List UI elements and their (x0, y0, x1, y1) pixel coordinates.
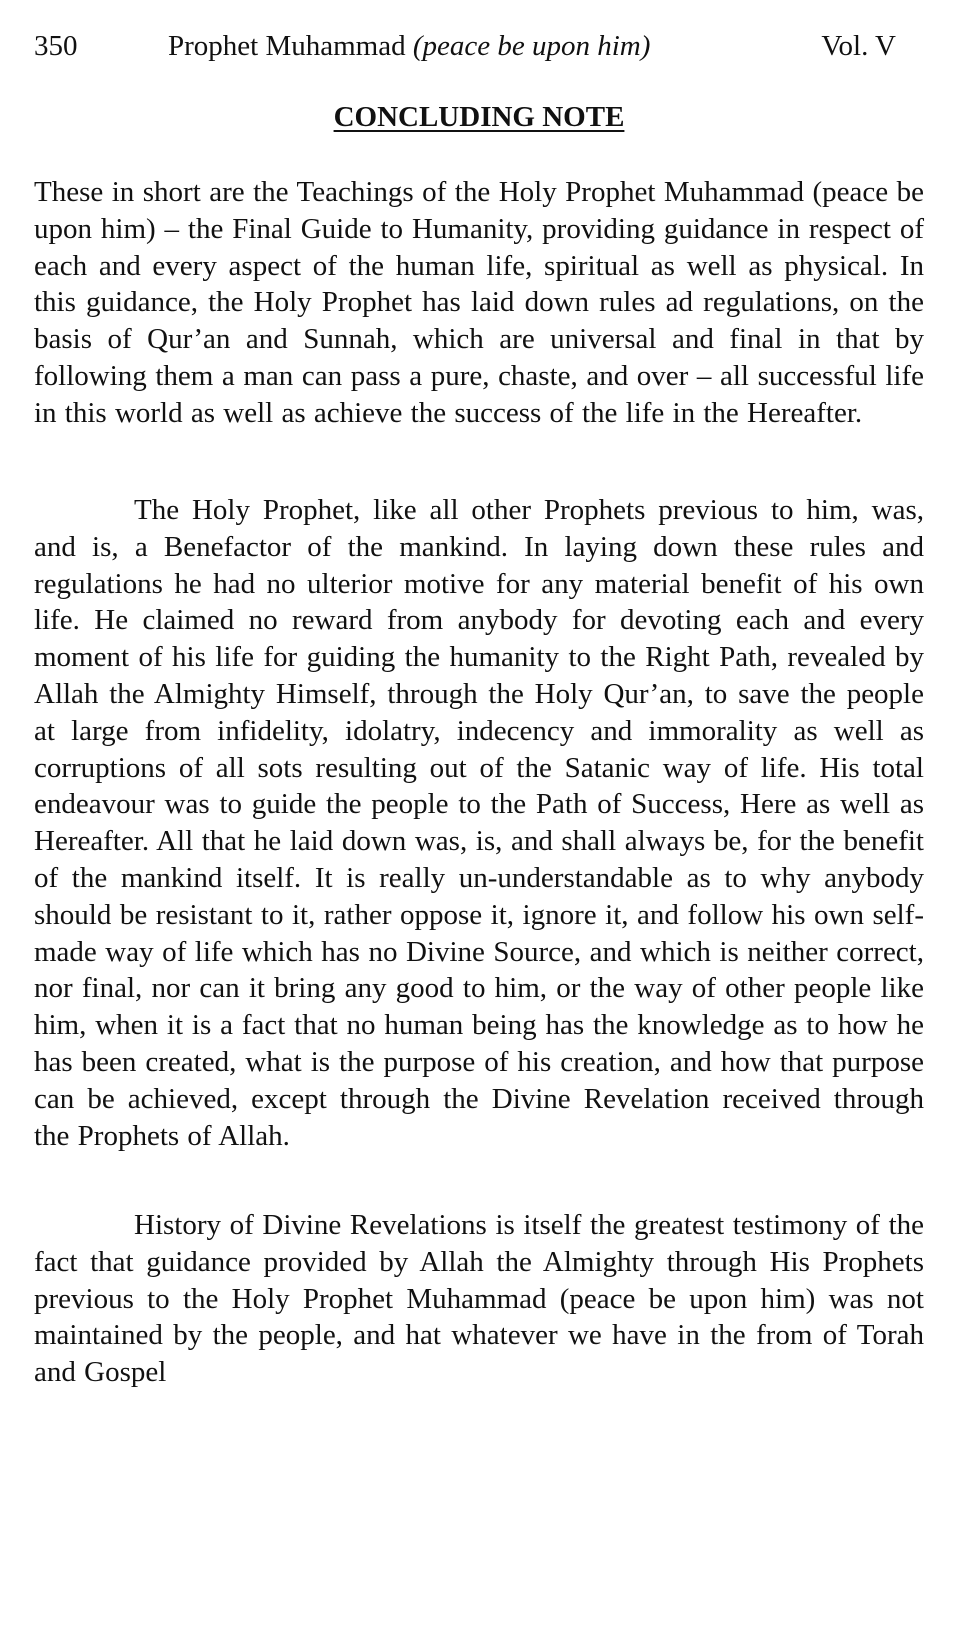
paragraph-2: The Holy Prophet, like all other Prophets previous to him, was, and is, a Benefactor of the mankind. In laying down these rules and regulations he had no ulterior motive for any material benefit of his own life. He claimed no reward from anybody for devoting each and every moment of his life for guiding the humanity to the Right Path, revealed by Allah the Almighty Himself, through the Holy Qur’an, to save the people at large from infidelity, idolatry, indecency and immorality as well as corruptions of all sots resulting out of the Satanic way of life. His total endeavour was to guide the people to the Path of Success, Here as well as Hereafter. All that he laid down was, is, and shall always be, for the benefit of the mankind itself. It is really un-understandable as to why anybody should be resistant to it, rather oppose it, ignore it, and follow his own self-made way of life which has no Divine Source, and which is neither correct, nor final, nor can it bring any good to him, or the way of other people like him, when it is a fact that no human being has the knowledge as to how he has been created, what is the purpose of his creation, and how that purpose can be achieved, except through the Divine Revelation received through the Prophets of Allah. (34, 494, 924, 1152)
running-title-honorific: (peace be upon him) (412, 30, 651, 62)
book-page (34, 0, 924, 1629)
paragraph-1: These in short are the Teachings of the Holy Prophet Muhammad (peace be upon him) – the Final Guide to Humanity, providing guidance in respect of each and every aspect of the human life, spiritual as well as physical. In this guidance, the Holy Prophet has laid down rules ad regulations, on the basis of Qur’an and Sunnah, which are universal and final in that by following them a man can pass a pure, chaste, and over – all successful life in this world as well as achieve the success of the life in the Hereafter. (34, 176, 924, 429)
running-title (168, 26, 650, 66)
volume-label: Vol. V (821, 30, 896, 62)
paragraph-3: History of Divine Revelations is itself the greatest testimony of the fact that guidance provided by Allah the Almighty through His Prophets previous to the Holy Prophet Muhammad (peace be upon him) was not maintained by the people, and hat whatever we have in the from of Torah and Gospel (34, 1209, 924, 1389)
running-header (34, 26, 924, 66)
section-heading: CONCLUDING NOTE (333, 101, 625, 133)
page-number: 350 (34, 30, 78, 62)
running-title-main: Prophet Muhammad (168, 30, 406, 62)
